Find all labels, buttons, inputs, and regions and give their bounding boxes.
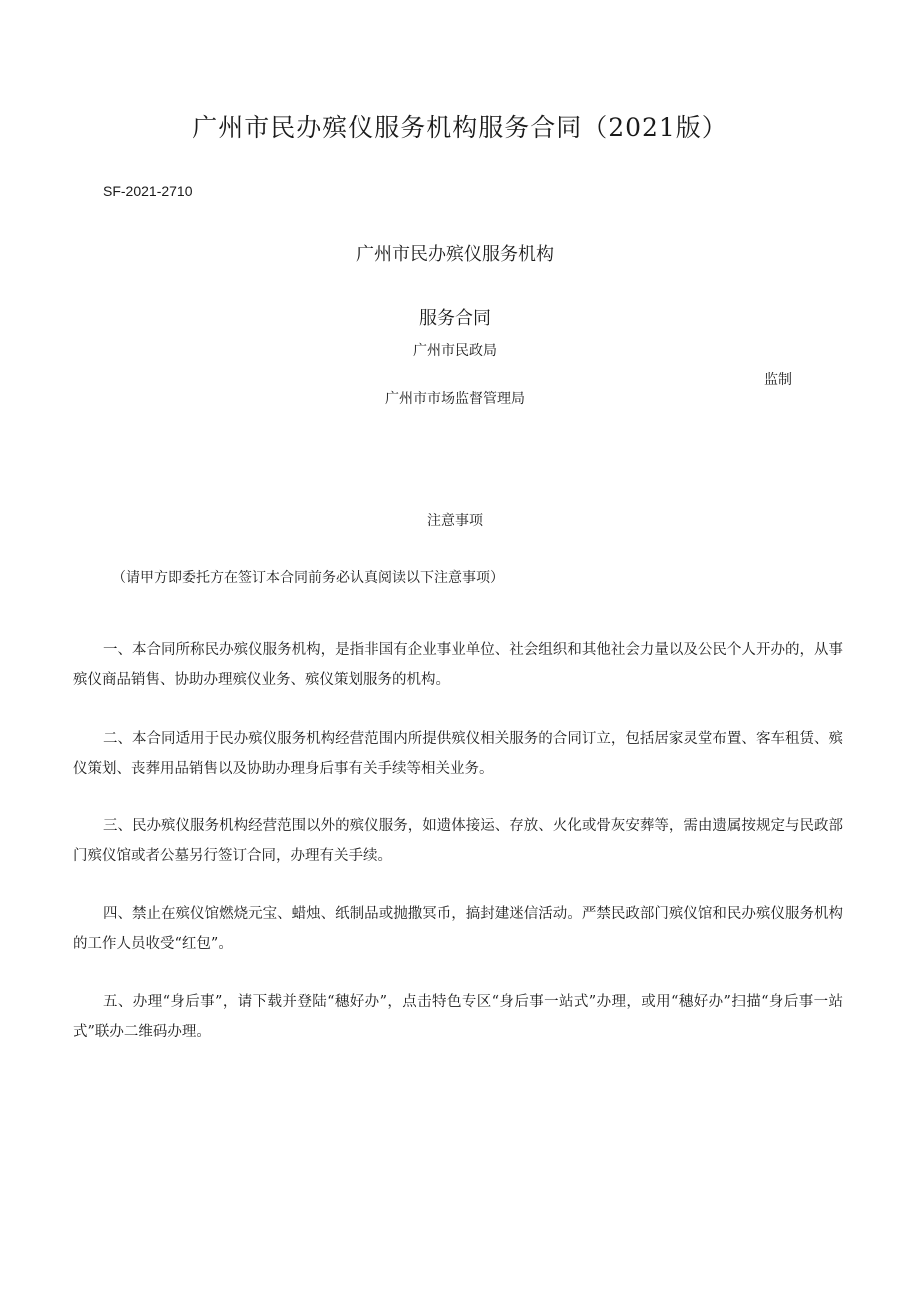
cover-contract-title: 服务合同 — [419, 308, 491, 329]
contract-number: SF-2021-2710 — [103, 183, 193, 199]
notice-heading: 注意事项 — [427, 513, 483, 529]
supervisor-label: 监制 — [764, 372, 792, 388]
notice-item-4: 四、禁止在殡仪馆燃烧元宝、蜡烛、纸制品或抛撒冥币，搞封建迷信活动。严禁民政部门殡仪馆和民办殡仪服务机构的工作人员收受“红包”。 — [73, 905, 843, 952]
notice-intro: （请甲方即委托方在签订本合同前务必认真阅读以下注意事项） — [112, 570, 504, 586]
supervisor-market-regulation: 广州市市场监督管理局 — [385, 391, 525, 407]
document-title: 广州市民办殡仪服务机构服务合同（2021版） — [192, 113, 728, 142]
notice-item-1: 一、本合同所称民办殡仪服务机构，是指非国有企业事业单位、社会组织和其他社会力量以及公民个人开办的，从事殡仪商品销售、协助办理殡仪业务、殡仪策划服务的机构。 — [73, 641, 843, 688]
cover-organization: 广州市民办殡仪服务机构 — [356, 244, 554, 265]
supervisor-civil-affairs: 广州市民政局 — [413, 343, 497, 359]
notice-item-3: 三、民办殡仪服务机构经营范围以外的殡仪服务，如遗体接运、存放、火化或骨灰安葬等，需由遗属按规定与民政部门殡仪馆或者公墓另行签订合同，办理有关手续。 — [73, 817, 843, 864]
notice-item-2: 二、本合同适用于民办殡仪服务机构经营范围内所提供殡仪相关服务的合同订立，包括居家灵堂布置、客车租赁、殡仪策划、丧葬用品销售以及协助办理身后事有关手续等相关业务。 — [73, 730, 843, 777]
notice-item-5: 五、办理“身后事”，请下载并登陆“穗好办”，点击特色专区“身后事一站式”办理，或用“穗好办”扫描“身后事一站式”联办二维码办理。 — [73, 993, 843, 1040]
